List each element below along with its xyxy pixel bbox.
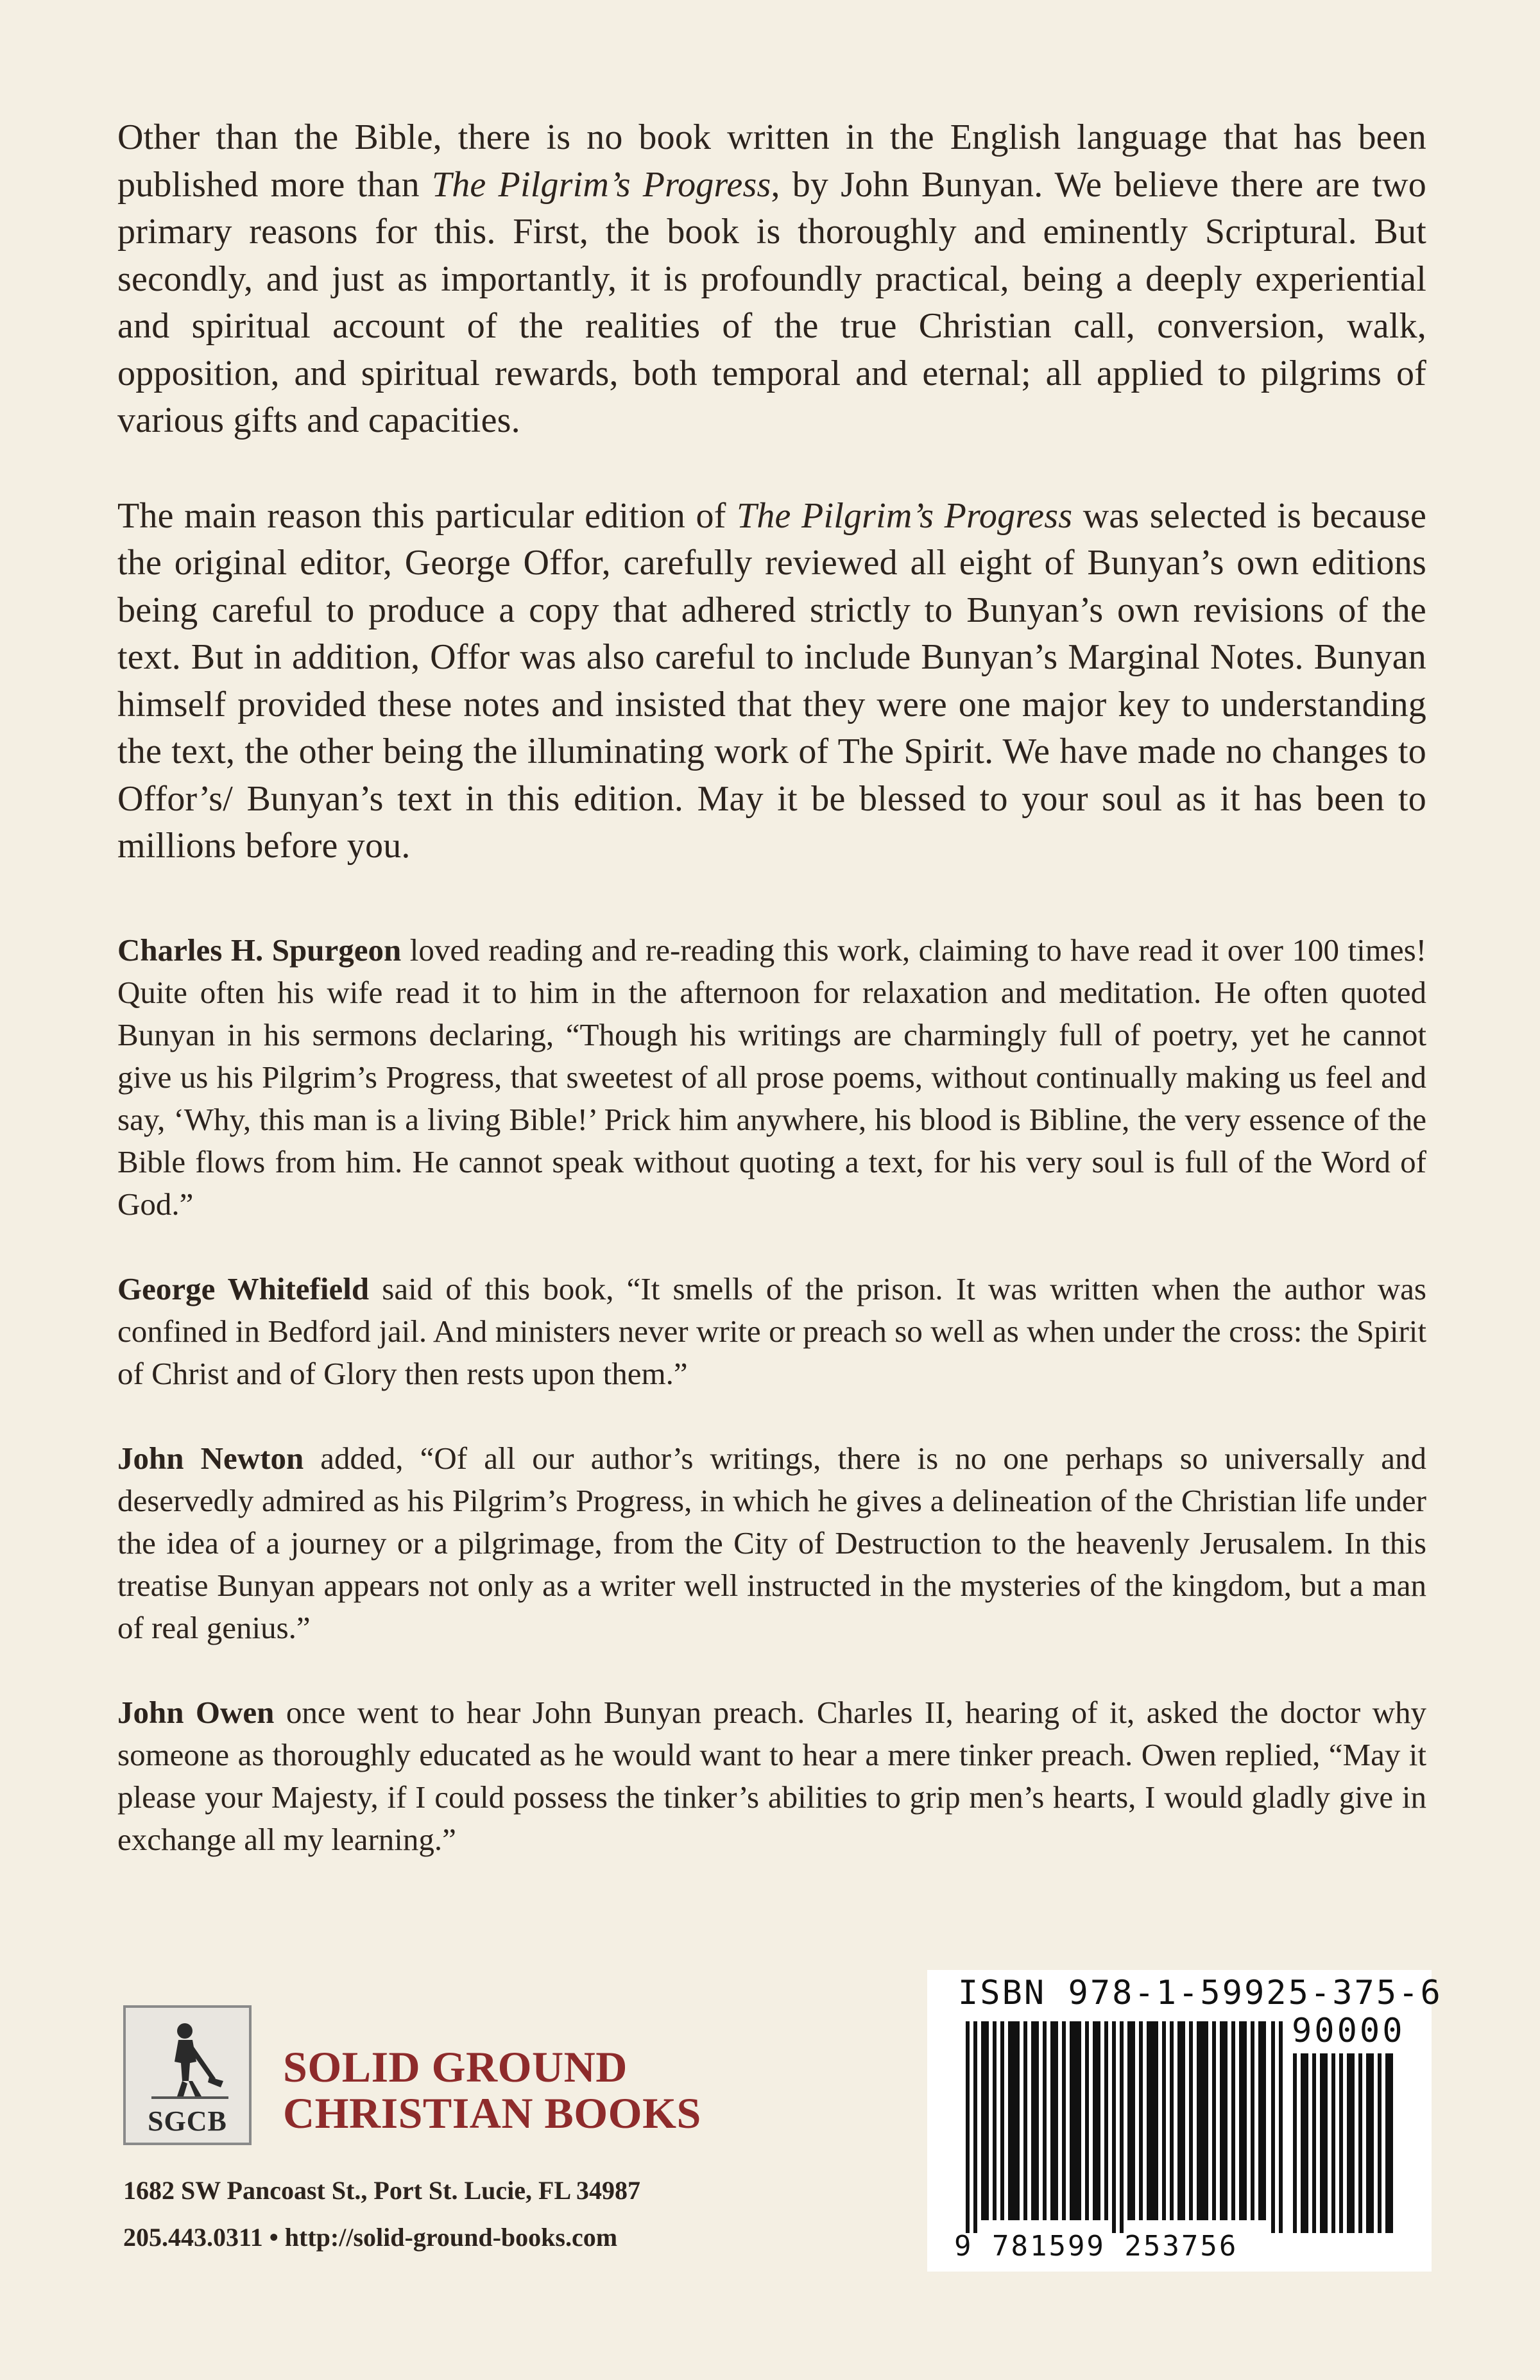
- intro-paragraph-2: [117, 493, 1426, 870]
- quote-text: added, “Of all our author’s writings, there is no one perhaps so universally and deservedly admired as his Pilgrim’s Progress, in which he gives a delineation of the Christian life under the idea of a journey or a pilgrimage, from the City of Destruction to the heavenly Jerusalem. In this treatise Bunyan appears not only as a writer well instructed in the mysteries of the kingdom, but a man of real genius.”: [117, 1440, 1426, 1645]
- intro-paragraph-1: [117, 114, 1426, 445]
- quote-text: said of this book, “It smells of the prison. It was written when the author was confined in Bedford jail. And ministers never write or preach so well as when under the cross: the Spirit of Christ and of Glory then rests upon them.”: [117, 1271, 1426, 1391]
- quote-owen: [117, 1691, 1426, 1861]
- ean13-barcode-bars: [966, 2021, 1287, 2233]
- isbn-number: ISBN 978-1-59925-375-6: [958, 1974, 1442, 2012]
- publisher-name-line-1: SOLID GROUND: [283, 2042, 628, 2091]
- quote-author: Charles H. Spurgeon: [117, 932, 402, 968]
- quote-text: loved reading and re-reading this work, claiming to have read it over 100 times! Quite often his wife read it to him in the afternoon for relaxation and meditation. He often quoted Bunyan in his sermons declaring, “Though his writings are charmingly full of poetry, yet he cannot give us his Pilgrim’s Progress, that sweetest of all prose poems, without continually making us feel and say, ‘Why, this man is a living Bible!’ Prick him anywhere, his blood is Bibline, the very essence of the Bible flows from him. He cannot speak without quoting a text, for his very soul is full of the Word of God.”: [117, 932, 1427, 1222]
- publisher-address: 1682 SW Pancoast St., Port St. Lucie, FL 34987: [123, 2176, 640, 2205]
- quote-author: John Newton: [117, 1440, 304, 1476]
- book-title-italic: The Pilgrim’s Progress: [737, 495, 1073, 536]
- quote-author: John Owen: [117, 1694, 275, 1730]
- quote-newton: [117, 1437, 1426, 1649]
- quote-spurgeon: [117, 929, 1426, 1226]
- intro-text: was selected is because the original editor, George Offor, carefully reviewed all eight of Bunyan’s own editions being careful to produce a copy that adhered strictly to Bunyan’s own revisions of the text. But in addition, Offor was also careful to include Bunyan’s Marginal Notes. Bunyan himself provided these notes and insisted that they were one major key to understanding the text, the other being the illuminating work of The Spirit. We have made no changes to Offor’s/ Bunyan’s text in this edition. May it be blessed to your soul as it has been to millions before you.: [117, 495, 1426, 866]
- cover-text: [117, 114, 1426, 1903]
- quote-author: George Whitefield: [117, 1271, 370, 1306]
- logo-text: SGCB: [148, 2105, 227, 2137]
- publisher-contact: 205.443.0311 • http://solid-ground-books.com: [123, 2223, 618, 2252]
- publisher-name-line-2: CHRISTIAN BOOKS: [283, 2089, 701, 2137]
- intro-text: , by John Bunyan. We believe there are two primary reasons for this. First, the book is thoroughly and eminently Scriptural. But secondly, and just as importantly, it is profoundly practical, being a deeply experiential and spiritual account of the realities of the true Christian call, conversion, walk, opposition, and spiritual rewards, both temporal and eternal; all applied to pilgrims of various gifts and capacities.: [117, 164, 1427, 440]
- isbn-barcode: [927, 1970, 1442, 2272]
- book-title-italic: The Pilgrim’s Progress: [431, 164, 771, 205]
- laborer-digging-icon: [145, 2017, 231, 2100]
- price-code: 90000: [1292, 2012, 1405, 2050]
- publisher-logo: [123, 2005, 252, 2145]
- publisher-block: [119, 2005, 825, 2275]
- price-addon-barcode-bars: [1293, 2053, 1396, 2233]
- quote-text: once went to hear John Bunyan preach. Charles II, hearing of it, asked the doctor why someone as thoroughly educated as he would want to hear a mere tinker preach. Owen replied, “May it please your Majesty, if I could possess the tinker’s abilities to grip men’s hearts, I would gladly give in exchange all my learning.”: [117, 1694, 1426, 1857]
- quote-whitefield: [117, 1268, 1426, 1395]
- barcode-digits: 9 781599 253756: [954, 2230, 1238, 2263]
- intro-text: The main reason this particular edition of: [117, 495, 737, 536]
- intro-text: Other than the Bible, there is no book written in the English language that has been published more than: [117, 117, 1426, 205]
- publisher-name: [283, 2044, 701, 2136]
